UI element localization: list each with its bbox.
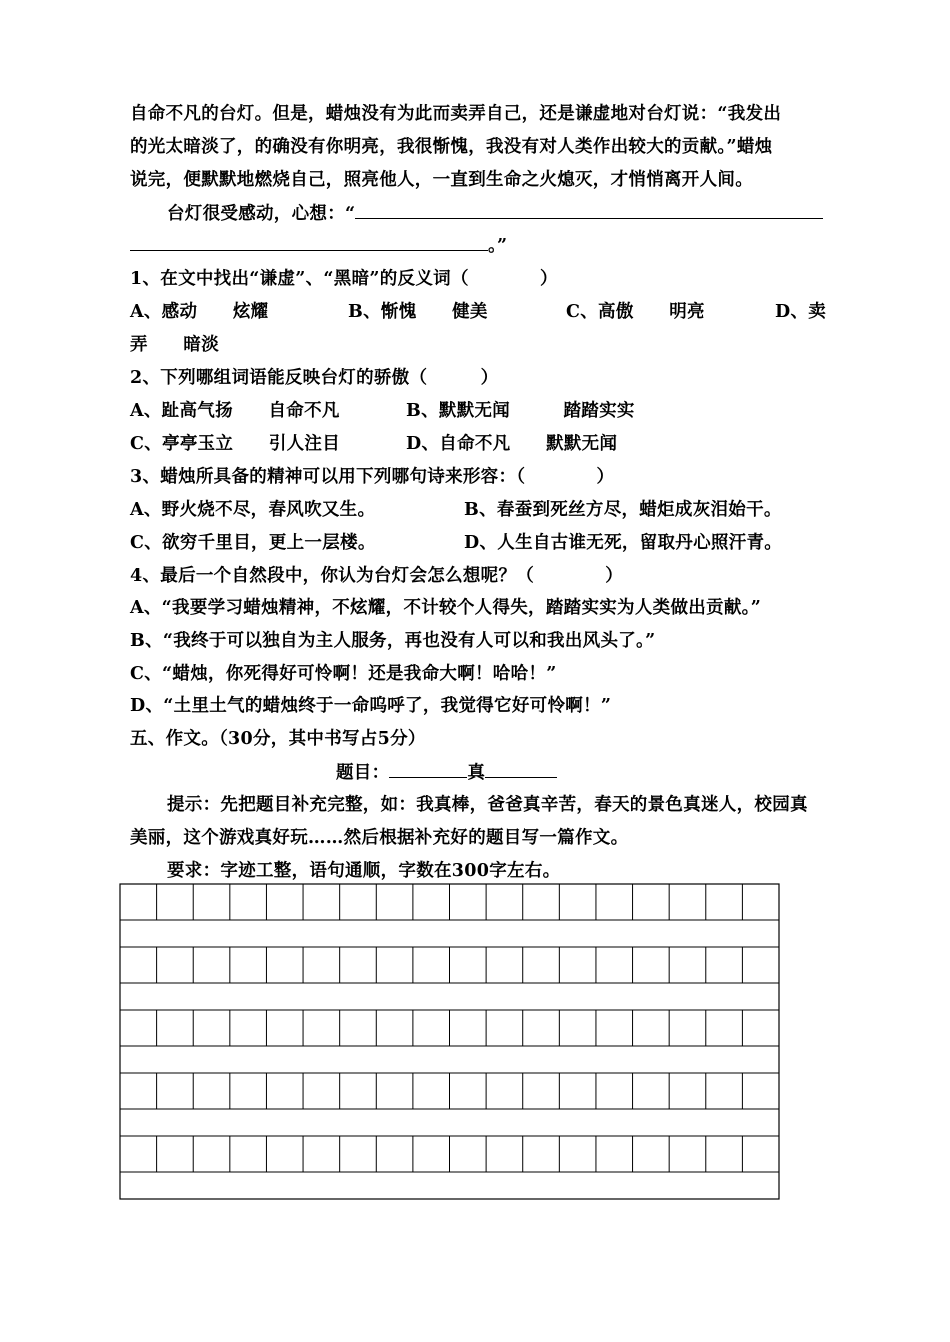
title-blank-1[interactable] — [389, 757, 467, 778]
q2-option-a[interactable]: A、趾高气扬 自命不凡 — [130, 401, 340, 421]
q1-option-a[interactable]: A、感动 炫耀 — [130, 302, 269, 322]
composition-hint-line-2: 美丽，这个游戏真好玩……然后根据补充好的题目写一篇作文。 — [130, 828, 629, 848]
q1-option-c[interactable]: C、高傲 明亮 — [566, 302, 705, 322]
q3-option-d[interactable]: D、人生自古谁无死，留取丹心照汗青。 — [464, 533, 783, 553]
q2-options-row-1 — [130, 395, 730, 428]
q1-option-b[interactable]: B、惭愧 健美 — [348, 302, 488, 322]
writing-grid[interactable] — [119, 883, 780, 1201]
passage-line-3: 说完，便默默地燃烧自己，照亮他人，一直到生命之火熄灭，才悄悄离开人间。 — [130, 170, 753, 190]
composition-title-mid: 真 — [467, 763, 486, 783]
thought-blank-1[interactable] — [355, 198, 823, 219]
q3-option-c[interactable]: C、欲穷千里目，更上一层楼。 — [130, 533, 376, 553]
passage-line-2: 的光太暗淡了，的确没有你明亮，我很惭愧，我没有对人类作出较大的贡献。”蜡烛 — [130, 137, 773, 157]
q3-options-row-1 — [130, 494, 830, 527]
q4-option-b[interactable]: B、“我终于可以独自为主人服务，再也没有人可以和我出风头了。” — [130, 631, 656, 651]
passage-line-5 — [130, 230, 507, 263]
q3-options-row-2 — [130, 527, 830, 560]
q4-question: 4、最后一个自然段中，你认为台灯会怎么想呢？（ ） — [130, 566, 624, 586]
passage-line-4-text: 台灯很受感动，心想：“ — [167, 204, 356, 224]
passage-line-4 — [167, 198, 823, 231]
q1-question: 1、在文中找出“谦虚”、“黑暗”的反义词（ ） — [130, 269, 558, 289]
q1-option-d-start[interactable]: D、卖 — [775, 302, 827, 322]
title-blank-2[interactable] — [485, 757, 557, 778]
q2-option-d[interactable]: D、自命不凡 默默无闻 — [406, 434, 618, 454]
q4-option-c[interactable]: C、“蜡烛，你死得好可怜啊！还是我命大啊！哈哈！” — [130, 664, 557, 684]
q3-question: 3、蜡烛所具备的精神可以用下列哪句诗来形容：（ ） — [130, 467, 615, 487]
q1-option-d-end: 弄 暗淡 — [130, 335, 219, 355]
q4-option-a[interactable]: A、“我要学习蜡烛精神，不炫耀，不计较个人得失，踏踏实实为人类做出贡献。” — [130, 598, 762, 618]
thought-blank-2[interactable] — [130, 230, 488, 251]
composition-requirement: 要求：字迹工整，语句通顺，字数在300字左右。 — [167, 861, 561, 881]
composition-title-row — [336, 757, 557, 790]
q3-option-a[interactable]: A、野火烧不尽，春风吹又生。 — [130, 500, 376, 520]
writing-grid-svg — [119, 883, 780, 1201]
q2-options-row-2 — [130, 428, 730, 461]
q2-option-b[interactable]: B、默默无闻 踏踏实实 — [406, 401, 635, 421]
composition-title-prefix: 题目： — [336, 763, 390, 783]
q3-option-b[interactable]: B、春蚕到死丝方尽，蜡炬成灰泪始干。 — [464, 500, 782, 520]
passage-line-1: 自命不凡的台灯。但是，蜡烛没有为此而卖弄自己，还是谦虚地对台灯说：“我发出 — [130, 104, 782, 124]
composition-hint-line-1: 提示：先把题目补充完整，如：我真棒，爸爸真辛苦，春天的景色真迷人，校园真 — [167, 795, 808, 815]
q2-option-c[interactable]: C、亭亭玉立 引人注目 — [130, 434, 341, 454]
q4-option-d[interactable]: D、“土里土气的蜡烛终于一命呜呼了，我觉得它好可怜啊！” — [130, 696, 612, 716]
passage-line-5-end: 。” — [488, 236, 508, 256]
q2-question: 2、下列哪组词语能反映台灯的骄傲（ ） — [130, 368, 499, 388]
q1-options-row — [130, 296, 830, 329]
composition-heading: 五、作文。（30分，其中书写占5分） — [130, 729, 426, 749]
